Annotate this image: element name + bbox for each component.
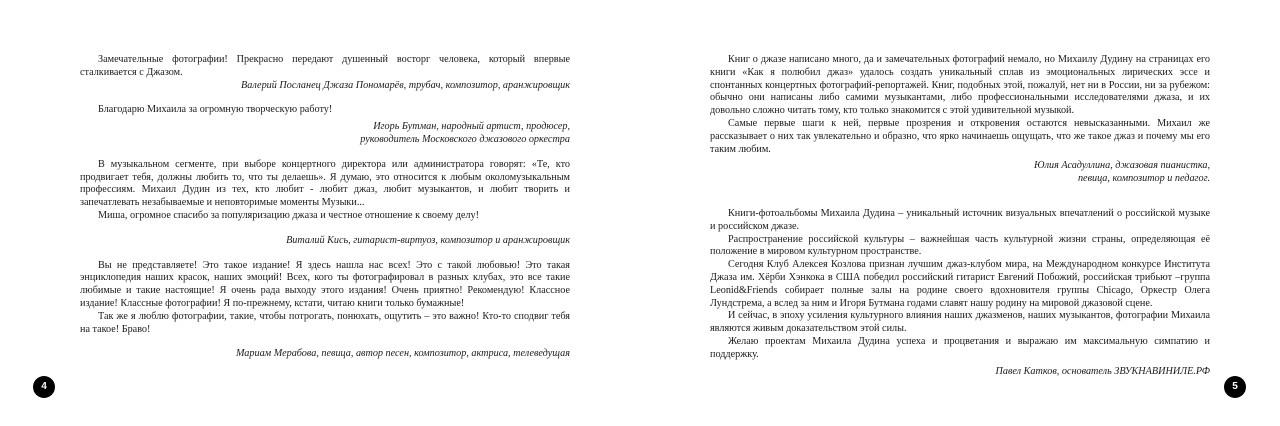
signature: Валерий Посланец Джаза Пономарёв, трубач, композитор, аранжировщик <box>241 79 570 91</box>
paragraph: Так же я люблю фотографии, такие, чтобы потрогать, понюхать, ощутить – это важно! Кто-то сподвиг тебя на такое! Браво! <box>80 310 570 335</box>
paragraph: Вы не представляете! Это такое издание! Я здесь нашла нас всех! Это с такой любовью! Это такая энциклопедия наших красок, наших эмоций! Всех, кого ты фотографировал в разных клубах, это все такие любимые и такие настоящие! Я очень рада выходу этого издания! Очень приятно! Рекомендую! Классное издание! Классные фотографии! Я по-прежнему, кстати, читаю книги только бумажные! <box>80 259 570 309</box>
paragraph: Миша, огромное спасибо за популяризацию джаза и честное отношение к своему делу! <box>98 209 479 221</box>
signature: Игорь Бутман, народный артист, продюсер, <box>373 121 570 133</box>
page-number: 5 <box>1224 376 1246 398</box>
signature: Мариам Мерабова, певица, автор песен, композитор, актриса, телеведущая <box>235 348 570 360</box>
signature: Виталий Кись, гитарист-виртуоз, композитор и аранжировщик <box>286 234 570 246</box>
signature: Юлия Асадуллина, джазовая пианистка, <box>1034 160 1210 172</box>
signature: певица, композитор и педагог. <box>1077 173 1210 185</box>
paragraph: И сейчас, в эпоху усиления культурного влияния наших джазменов, наших музыкантов, фотографии Михаила являются живым доказательством этой силы. <box>710 310 1210 335</box>
page-number: 4 <box>33 376 55 398</box>
paragraph: Самые первые шаги к ней, первые прозрения и откровения остаются невысказанными. Михаил же рассказывает о них так увлекательно и образно, что ярко начинаешь ощущать, что же такое джаз и почему мы его таким любим. <box>710 117 1210 155</box>
paragraph: Замечательные фотографии! Прекрасно передают душенный восторг человека, который впервые сталкивается с Джазом. <box>80 54 570 78</box>
paragraph: Сегодня Клуб Алексея Козлова признан лучшим джаз-клубом мира, на Международном конкурсе Института Джаза им. Хёрби Хэнкока в США победил российский гитарист Евгений Побожий, российская трибьют –группа Leonid&Friends собирает полные залы на родине своего вдохновителя группы Chicago, Оркестр Олега Лундстрема, а вслед за ним и Игоря Бутмана годами славят нашу родину на мировой джазовой сцене. <box>710 259 1210 309</box>
paragraph: Книг о джазе написано много, да и замечательных фотографий немало, но Михаилу Дудину на страницах его книги «Как я полюбил джаз» удалось создать уникальный сплав из эмоциональных лирических эссе и спонтанных концертных фотографий-репортажей. Книг, подобных этой, пожалуй, нет ни в России, ни за рубежом: обычно они написаны либо самими музыкантами, либо профессиональными исследователями джаза, и их довольно сложно читать тому, кто только знакомится с этой удивительной музыкой. <box>710 54 1210 117</box>
paragraph: Книги-фотоальбомы Михаила Дудина – уникальный источник визуальных впечатлений о российской музыке и российском джазе. <box>710 207 1210 232</box>
paragraph: Распространение российской культуры – важнейшая часть культурной жизни страны, определяющая её положение в мировом культурном пространстве. <box>710 233 1210 258</box>
paragraph: Благодарю Михаила за огромную творческую работу! <box>98 104 333 116</box>
signature: Павел Катков, основатель ЗВУКНАВИНИЛЕ.РФ <box>995 365 1210 377</box>
right-text-column <box>710 54 1210 378</box>
paragraph: Желаю проектам Михаила Дудина успеха и процветания и выражаю им максимальную симпатию и поддержку. <box>710 335 1210 360</box>
right-page <box>640 0 1280 426</box>
signature: руководитель Московского джазового оркестра <box>360 133 570 145</box>
paragraph: В музыкальном сегменте, при выборе концертного директора или администратора говорят: «Те, кто продвигает тебя, должны любить то, что ты делаешь». Я думаю, это относится к любым околомузыкальным профессиям. Михаил Дудин из тех, кто любит - любит джаз, любит музыкантов, и любит творить и запечатлевать незабываемые и неповторимые моменты Музыки... <box>80 158 570 209</box>
left-text-column <box>80 54 570 361</box>
